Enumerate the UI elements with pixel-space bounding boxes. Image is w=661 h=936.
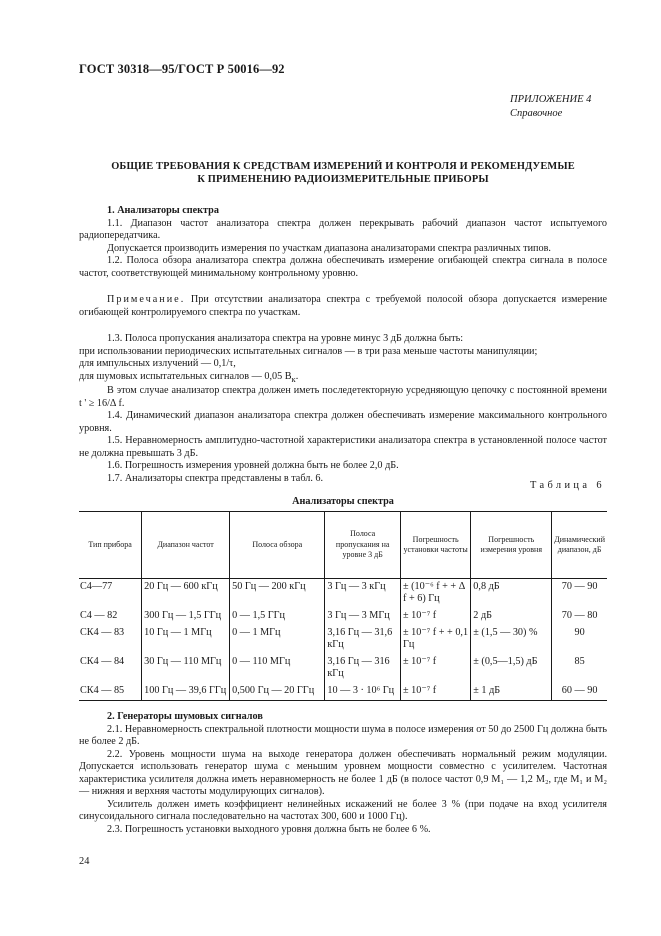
paragraph-1-4: 1.4. Динамический диапазон анализатора спектра должен обеспечивать измерение максимального контрольного уровня. <box>79 410 607 434</box>
note-lead: Примечание. <box>107 294 186 305</box>
table-cell: 3,16 Гц — 31,6 кГц <box>325 625 401 654</box>
section-1 <box>79 205 607 485</box>
table-cell: 0,500 Гц — 20 ГГц <box>230 683 325 701</box>
paragraph-1-6: 1.6. Погрешность измерения уровней должна быть не более 2,0 дБ. <box>107 460 399 472</box>
table-cell: 60 — 90 <box>552 683 607 701</box>
paragraph-1-2: 1.2. Полоса обзора анализатора спектра должна обеспечивать измерение огибающей спектра сигнала в полосе частот, соответствующей минимальному контрольному уровню. <box>79 255 607 279</box>
paragraph-2-1: 2.1. Неравномерность спектральной плотности мощности шума в полосе измерения от 50 до 2500 Гц должна быть не более 2 дБ. <box>79 723 607 747</box>
subscript-k: к <box>291 373 296 384</box>
header-dynamic-range: Динамический диапазон, дБ <box>552 512 607 579</box>
page-title <box>79 160 607 186</box>
table-cell: ± (1,5 — 30) % <box>471 625 552 654</box>
table-cell: 85 <box>552 654 607 683</box>
section-1-heading: 1. Анализаторы спектра <box>107 205 219 216</box>
appendix-number: ПРИЛОЖЕНИЕ 4 <box>510 94 592 105</box>
note <box>79 294 607 319</box>
table-cell: 2 дБ <box>471 608 552 625</box>
table-caption: Таблица 6 <box>529 480 605 491</box>
section-2-heading: 2. Генераторы шумовых сигналов <box>107 711 263 722</box>
paragraph-2-2: 2.2. Уровень мощности шума на выходе генератора должен обеспечивать нормальный режим модуляции. Допускается использовать генератор шума с меньшим уровнем мощности совместно с усилителем. Частотная характеристика усилителя должна иметь неравномерность не более 1 дБ (в полосе частот 0,9 M₁ — 1,2 M₂, где M₁ и M₂ — нижняя и верхняя частоты модулирующих сигналов). <box>79 748 607 797</box>
table-row <box>79 683 607 701</box>
table-cell: 100 Гц — 39,6 ГГц <box>142 683 230 701</box>
paragraph-1-3: 1.3. Полоса пропускания анализатора спектра на уровне минус 3 дБ должна быть: <box>107 333 464 344</box>
table-cell: 10 — 3 · 10⁶ Гц <box>325 683 401 701</box>
table-cell: 3,16 Гц — 316 кГц <box>325 654 401 683</box>
table-cell: 50 Гц — 200 кГц <box>230 579 325 609</box>
table-cell: СК4 — 84 <box>80 656 125 667</box>
header-level-error: Погрешность измерения уровня <box>471 512 552 579</box>
table-row <box>79 625 607 654</box>
appendix-type: Справочное <box>510 108 563 119</box>
section-2 <box>79 711 607 836</box>
table-cell: ± 10⁻⁷ f + + 0,1 Гц <box>401 625 471 654</box>
paragraph-1-3a: при использовании периодических испытательных сигналов — в три раза меньше частоты манипуляции; <box>79 345 538 357</box>
table-cell: 70 — 90 <box>552 579 607 609</box>
table-cell: ± (10⁻⁶ f + + Δ f + 6) Гц <box>401 579 471 609</box>
paragraph-1-3c <box>79 371 607 386</box>
paragraph-1-3b: для импульсных излучений — 0,1/τ, <box>79 358 236 369</box>
spectrum-analyzers-table <box>79 511 607 701</box>
table-cell: 70 — 80 <box>552 608 607 625</box>
paragraph-1-5: 1.5. Неравномерность амплитудно-частотной характеристики анализатора спектра в установленной полосе частот не должна превышать 3 дБ. <box>79 435 607 459</box>
paragraph-2-2b: Усилитель должен иметь коэффициент нелинейных искажений не более 3 % (при подаче на вход усилителя синусоидального сигнала последовательно на частотах 300, 600 и 1000 Гц). <box>79 798 607 822</box>
table-cell: СК4 — 85 <box>79 683 142 701</box>
table-cell: 0 — 110 МГц <box>230 654 325 683</box>
table-cell: С4—77 <box>80 581 113 592</box>
paragraph-1-7: 1.7. Анализаторы спектра представлены в табл. 6. <box>107 472 324 484</box>
paragraph-1-3d: В этом случае анализатор спектра должен иметь последетекторную усредняющую цепочку с постоянной времени t ' ≥ 16/Δ f. <box>79 385 607 409</box>
table-cell: ± 10⁻⁷ f <box>401 654 471 683</box>
table-cell: 20 Гц — 600 кГц <box>142 579 230 609</box>
table-cell: ± 10⁻⁷ f <box>401 683 471 701</box>
title-line-1: ОБЩИЕ ТРЕБОВАНИЯ К СРЕДСТВАМ ИЗМЕРЕНИЙ И КОНТРОЛЯ И РЕКОМЕНДУЕМЫЕ <box>111 161 575 172</box>
table-cell: 3 Гц — 3 МГц <box>325 608 401 625</box>
paragraph-2-3: 2.3. Погрешность установки выходного уровня должна быть не более 6 %. <box>107 823 431 835</box>
page-number: 24 <box>79 856 90 867</box>
table-cell: 0,8 дБ <box>471 579 552 609</box>
header-bandwidth: Полоса пропускания на уровне 3 дБ <box>325 512 401 579</box>
table-row <box>79 579 607 609</box>
table-cell: ± 1 дБ <box>471 683 552 701</box>
title-line-2: К ПРИМЕНЕНИЮ РАДИОИЗМЕРИТЕЛЬНЫЕ ПРИБОРЫ <box>197 174 489 185</box>
table-header-row <box>79 512 607 579</box>
table-cell: 3 Гц — 3 кГц <box>325 579 401 609</box>
table-row <box>79 608 607 625</box>
header-sweep-band: Полоса обзора <box>230 512 325 579</box>
table-cell: 30 Гц — 110 МГц <box>142 654 230 683</box>
note-text: При отсутствии анализатора спектра с требуемой полосой обзора допускается измерение огибающей контролируемого спектра по участкам. <box>79 294 607 318</box>
table-row <box>79 654 607 683</box>
table-cell: ± 10⁻⁷ f <box>401 608 471 625</box>
paragraph-1-3c-end: . <box>295 370 299 382</box>
document-code: ГОСТ 30318—95/ГОСТ Р 50016—92 <box>79 62 285 76</box>
table-cell: 0 — 1 МГц <box>230 625 325 654</box>
paragraph-1-1b: Допускается производить измерения по участкам диапазона анализаторами спектра различных типов. <box>107 242 551 254</box>
table-cell: ± (0,5—1,5) дБ <box>471 654 552 683</box>
table-cell: 10 Гц — 1 МГц <box>142 625 230 654</box>
header-frequency-error: Погрешность установки частоты <box>401 512 471 579</box>
header-device-type: Тип прибора <box>79 512 142 579</box>
table-title: Анализаторы спектра <box>292 496 394 507</box>
paragraph-1-3c-main: для шумовых испытательных сигналов — 0,05 B <box>79 370 292 382</box>
table-cell: С4 — 82 <box>80 610 118 621</box>
table-cell: 0 — 1,5 ГГц <box>230 608 325 625</box>
appendix-label <box>510 93 606 120</box>
table-cell: СК4 — 83 <box>80 627 125 638</box>
table-cell: 300 Гц — 1,5 ГГц <box>142 608 230 625</box>
header-frequency-range: Диапазон частот <box>142 512 230 579</box>
table-cell: 90 <box>552 625 607 654</box>
paragraph-1-1: 1.1. Диапазон частот анализатора спектра должен перекрывать рабочий диапазон частот испытуемого радиопередатчика. <box>79 217 607 241</box>
